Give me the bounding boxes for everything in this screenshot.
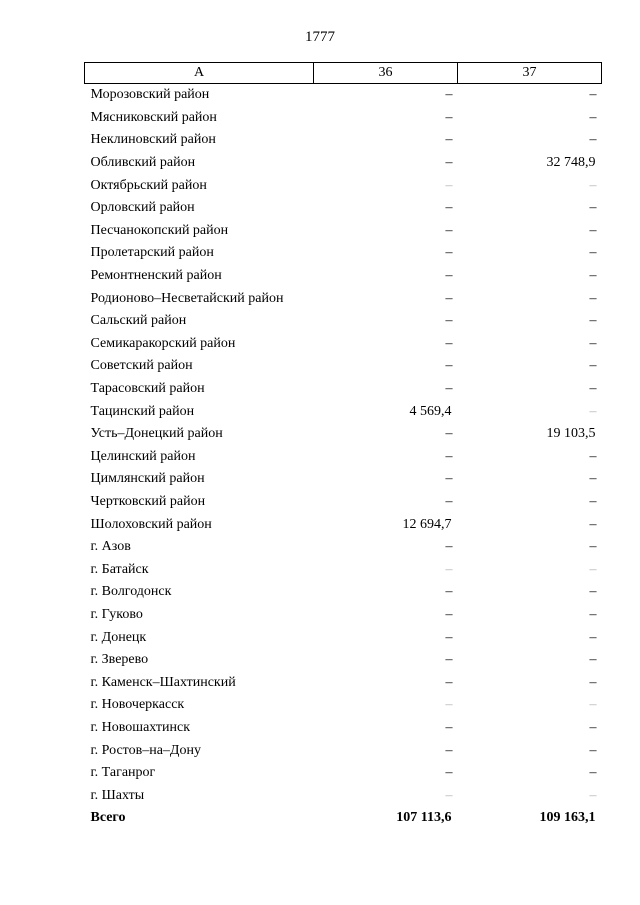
row-name: г. Новошахтинск [90,719,191,735]
cell-col-36: – [445,606,453,622]
table-row [85,491,602,514]
cell-col-36: – [445,200,453,216]
table-row [85,400,602,423]
cell-col-36: – [445,652,453,668]
table-header [85,63,602,84]
header-col-a: А [85,63,314,84]
table-row [85,581,602,604]
cell-col-37: – [589,245,597,261]
row-name: Мясниковский район [90,109,217,125]
cell-col-37: – [589,448,597,464]
table-row [85,604,602,627]
cell-col-37: – [589,87,597,103]
table-row [85,197,602,220]
header-row [85,63,602,84]
table-row [85,107,602,130]
cell-col-36: – [445,561,453,577]
table-row [85,310,602,333]
table-row [85,649,602,672]
cell-col-36: – [445,742,453,758]
table-row [85,468,602,491]
row-name: г. Гуково [90,606,143,622]
row-name: Советский район [90,358,193,374]
cell-col-37: 32 748,9 [546,155,596,171]
cell-col-36: – [445,584,453,600]
cell-col-37: – [589,765,597,781]
row-name: Морозовский район [90,87,210,103]
cell-col-36: – [445,222,453,238]
row-name: Пролетарский район [90,245,214,261]
cell-col-37: – [589,358,597,374]
cell-col-37: – [589,222,597,238]
total-row [85,807,602,830]
cell-col-36: – [445,426,453,442]
row-name: Обливский район [90,155,196,171]
cell-col-37: – [589,787,597,803]
cell-col-37: – [589,132,597,148]
row-name: г. Донецк [90,629,147,645]
cell-col-36: – [445,335,453,351]
cell-col-36: – [445,765,453,781]
total-label: Всего [90,810,126,826]
cell-col-37: – [589,606,597,622]
header-col-36: 36 [314,63,458,84]
cell-col-36: – [445,381,453,397]
row-name: г. Азов [90,539,131,555]
cell-col-36: – [445,177,453,193]
table-row [85,174,602,197]
table-row [85,558,602,581]
cell-col-36: – [445,290,453,306]
table-row [85,220,602,243]
row-name: г. Батайск [90,561,149,577]
row-name: Тарасовский район [90,381,205,397]
row-name: Песчанокопский район [90,222,229,238]
cell-col-37: – [589,200,597,216]
row-name: Усть–Донецкий район [90,426,223,442]
table-row [85,423,602,446]
table-row [85,84,602,107]
table-row [85,333,602,356]
cell-col-37: – [589,493,597,509]
row-name: Тацинский район [90,403,195,419]
cell-col-36: – [445,245,453,261]
row-name: Семикаракорский район [90,335,236,351]
data-table [84,62,602,830]
cell-col-36: – [445,87,453,103]
row-name: г. Новочеркасск [90,697,185,713]
row-name: г. Каменск–Шахтинский [90,674,236,690]
total-col-36: 107 113,6 [396,810,452,826]
cell-col-37: – [589,719,597,735]
table-row [85,265,602,288]
cell-col-36: – [445,471,453,487]
table-row [85,287,602,310]
row-name: г. Волгодонск [90,584,172,600]
table-row [85,378,602,401]
table-row [85,152,602,175]
cell-col-36: – [445,629,453,645]
row-name: Шолоховский район [90,516,212,532]
cell-col-36: 4 569,4 [409,403,452,419]
cell-col-37: – [589,177,597,193]
cell-col-37: – [589,335,597,351]
cell-col-36: – [445,268,453,284]
cell-col-37: – [589,652,597,668]
total-col-37: 109 163,1 [539,810,596,826]
row-name: г. Ростов–на–Дону [90,742,201,758]
row-name: Цимлянский район [90,471,205,487]
row-name: г. Зверево [90,652,149,668]
table-row [85,762,602,785]
cell-col-37: – [589,290,597,306]
cell-col-37: 19 103,5 [546,426,596,442]
cell-col-37: – [589,629,597,645]
table-row [85,129,602,152]
header-col-37: 37 [458,63,602,84]
cell-col-37: – [589,313,597,329]
cell-col-37: – [589,584,597,600]
table-row [85,717,602,740]
cell-col-37: – [589,674,597,690]
cell-col-36: – [445,109,453,125]
page-number: 1777 [305,29,335,45]
table-row [85,513,602,536]
cell-col-37: – [589,268,597,284]
cell-col-37: – [589,403,597,419]
cell-col-36: – [445,358,453,374]
table-row [85,446,602,469]
cell-col-37: – [589,516,597,532]
cell-col-36: 12 694,7 [402,516,452,532]
cell-col-36: – [445,313,453,329]
cell-col-36: – [445,674,453,690]
row-name: Чертковский район [90,493,206,509]
cell-col-37: – [589,742,597,758]
table-row [85,694,602,717]
row-name: Неклиновский район [90,132,216,148]
table-row [85,355,602,378]
cell-col-36: – [445,155,453,171]
table-row [85,626,602,649]
cell-col-37: – [589,697,597,713]
table-row [85,739,602,762]
cell-col-37: – [589,109,597,125]
cell-col-36: – [445,132,453,148]
row-name: г. Таганрог [90,765,156,781]
cell-col-37: – [589,561,597,577]
cell-col-37: – [589,539,597,555]
table-body [85,84,602,830]
cell-col-37: – [589,381,597,397]
row-name: Октябрьский район [90,177,207,193]
row-name: г. Шахты [90,787,145,803]
cell-col-36: – [445,539,453,555]
cell-col-36: – [445,787,453,803]
table-row [85,671,602,694]
row-name: Ремонтненский район [90,268,222,284]
cell-col-36: – [445,697,453,713]
table-row [85,536,602,559]
table-row [85,784,602,807]
cell-col-37: – [589,471,597,487]
table-row [85,242,602,265]
row-name: Сальский район [90,313,187,329]
row-name: Родионово–Несветайский район [90,290,284,306]
cell-col-36: – [445,493,453,509]
row-name: Орловский район [90,200,195,216]
row-name: Целинский район [90,448,196,464]
cell-col-36: – [445,448,453,464]
cell-col-36: – [445,719,453,735]
